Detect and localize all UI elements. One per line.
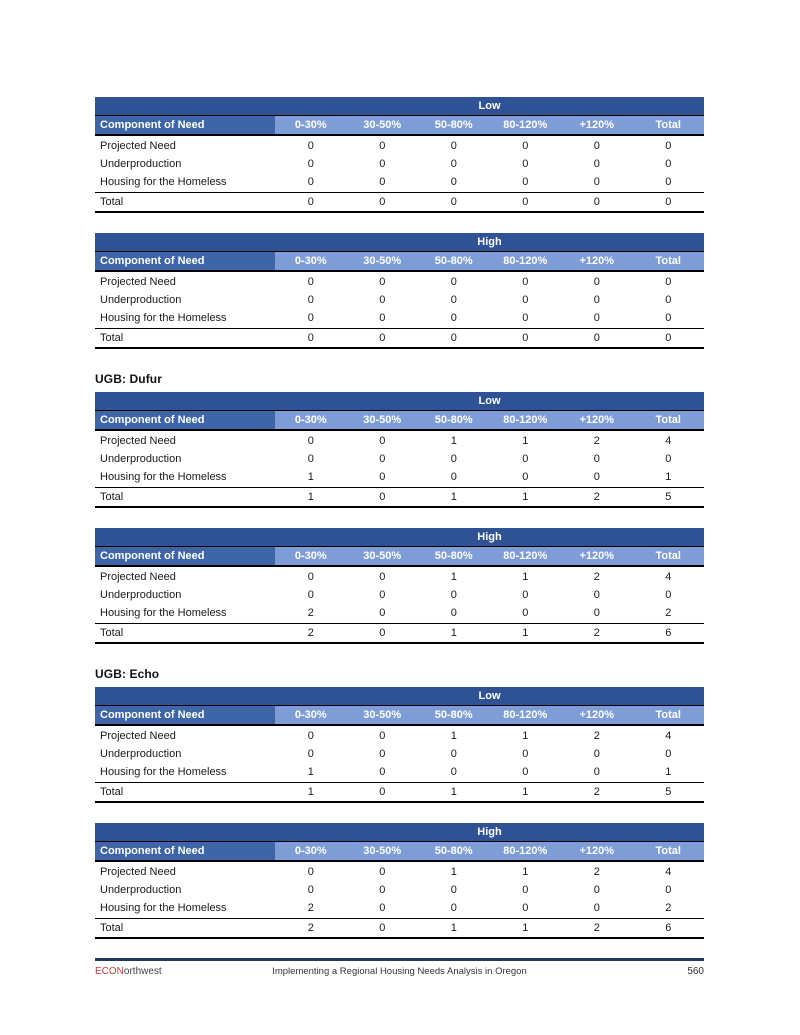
value-cell: 4: [665, 571, 672, 583]
table-row: [95, 432, 704, 450]
value-cell: 2: [593, 730, 600, 742]
value-cell: 0: [665, 294, 672, 306]
table-row: [95, 273, 704, 291]
row-label: Total: [100, 627, 124, 639]
row-label: Projected Need: [100, 435, 176, 447]
value-cell: 0: [593, 453, 600, 465]
column-header: 0-30%: [275, 116, 347, 134]
ugb-section: [95, 97, 704, 349]
column-header: Total: [633, 116, 705, 134]
column-header: 50-80%: [418, 706, 490, 724]
column-header: 30-50%: [347, 411, 419, 429]
value-cell: 0: [379, 884, 386, 896]
value-cell: 0: [307, 435, 314, 447]
column-header: 50-80%: [418, 411, 490, 429]
footer-document-title: Implementing a Regional Housing Needs Analysis in Oregon: [272, 966, 527, 977]
scenario-label: High: [477, 531, 502, 543]
scenario-label: Low: [478, 100, 501, 112]
value-cell: 0: [593, 312, 600, 324]
row-label: Total: [100, 491, 124, 503]
value-cell: 0: [379, 491, 386, 503]
value-cell: 1: [522, 786, 529, 798]
value-cell: 0: [593, 471, 600, 483]
row-label: Housing for the Homeless: [100, 176, 227, 188]
value-cell: 0: [307, 140, 314, 152]
value-cell: 0: [522, 332, 529, 344]
value-cell: 0: [379, 471, 386, 483]
table-body: [95, 726, 704, 803]
value-cell: 1: [522, 922, 529, 934]
table-header-row: [95, 411, 704, 431]
band-spacer: [95, 233, 275, 251]
value-cell: 6: [665, 922, 672, 934]
value-cell: 0: [522, 453, 529, 465]
value-cell: 2: [593, 866, 600, 878]
table-row: [95, 863, 704, 881]
value-cell: 4: [665, 435, 672, 447]
value-cell: 0: [307, 453, 314, 465]
value-cell: 0: [593, 196, 600, 208]
value-cell: 0: [379, 766, 386, 778]
value-cell: 1: [307, 766, 314, 778]
column-header: 50-80%: [418, 116, 490, 134]
value-cell: 1: [450, 922, 457, 934]
value-cell: 0: [522, 312, 529, 324]
band-spacer: [95, 823, 275, 841]
column-header: 80-120%: [490, 706, 562, 724]
scenario-band: [95, 528, 704, 547]
value-cell: 5: [665, 786, 672, 798]
band-spacer: [95, 687, 275, 705]
section-heading: UGB: Echo: [95, 667, 160, 681]
row-label: Total: [100, 786, 124, 798]
table-header-row: [95, 706, 704, 726]
ugb-section: [95, 372, 704, 644]
scenario-band: [95, 687, 704, 706]
column-header: 30-50%: [347, 252, 419, 270]
value-cell: 0: [450, 748, 457, 760]
brand-northwest: orthwest: [123, 966, 162, 977]
column-header: 50-80%: [418, 547, 490, 565]
column-header: 30-50%: [347, 706, 419, 724]
column-header: 0-30%: [275, 411, 347, 429]
scenario-band: [95, 233, 704, 252]
value-cell: 2: [593, 627, 600, 639]
page-footer: [95, 958, 704, 977]
value-cell: 0: [593, 902, 600, 914]
column-header: 0-30%: [275, 252, 347, 270]
value-cell: 0: [665, 140, 672, 152]
brand-logo: [95, 966, 245, 977]
value-cell: 0: [379, 922, 386, 934]
row-label: Housing for the Homeless: [100, 312, 227, 324]
value-cell: 0: [379, 453, 386, 465]
table-row: [95, 745, 704, 763]
section-heading: UGB: Dufur: [95, 372, 162, 386]
column-header: +120%: [561, 706, 633, 724]
column-header: 80-120%: [490, 411, 562, 429]
value-cell: 0: [379, 276, 386, 288]
value-cell: 0: [379, 607, 386, 619]
table-body: [95, 136, 704, 213]
table-body: [95, 431, 704, 508]
value-cell: 1: [450, 786, 457, 798]
column-header: Total: [633, 547, 705, 565]
value-cell: 0: [307, 276, 314, 288]
value-cell: 0: [379, 730, 386, 742]
page-number: 560: [687, 966, 704, 977]
column-header: 30-50%: [347, 116, 419, 134]
value-cell: 0: [307, 730, 314, 742]
value-cell: 1: [450, 627, 457, 639]
value-cell: 0: [379, 627, 386, 639]
scenario-label: Low: [478, 690, 501, 702]
column-header: 80-120%: [490, 547, 562, 565]
value-cell: 0: [379, 140, 386, 152]
column-header: 0-30%: [275, 706, 347, 724]
value-cell: 4: [665, 730, 672, 742]
needs-table: [95, 97, 704, 213]
row-label: Projected Need: [100, 730, 176, 742]
value-cell: 0: [522, 766, 529, 778]
value-cell: 2: [593, 922, 600, 934]
value-cell: 0: [450, 589, 457, 601]
value-cell: 0: [379, 332, 386, 344]
value-cell: 0: [307, 748, 314, 760]
value-cell: 0: [450, 471, 457, 483]
value-cell: 2: [307, 607, 314, 619]
table-row: [95, 450, 704, 468]
row-label: Underproduction: [100, 294, 182, 306]
component-of-need-header: Component of Need: [95, 116, 275, 134]
value-cell: 0: [665, 332, 672, 344]
row-label: Projected Need: [100, 571, 176, 583]
value-cell: 1: [307, 786, 314, 798]
value-cell: 1: [450, 571, 457, 583]
row-label: Projected Need: [100, 866, 176, 878]
value-cell: 2: [665, 607, 672, 619]
column-header: 80-120%: [490, 116, 562, 134]
table-body: [95, 272, 704, 349]
value-cell: 5: [665, 491, 672, 503]
section-tables: [95, 392, 704, 644]
table-row: [95, 727, 704, 745]
value-cell: 1: [522, 730, 529, 742]
value-cell: 0: [379, 902, 386, 914]
value-cell: 0: [379, 748, 386, 760]
value-cell: 0: [450, 140, 457, 152]
row-label: Underproduction: [100, 748, 182, 760]
value-cell: 0: [593, 276, 600, 288]
row-label: Projected Need: [100, 276, 176, 288]
value-cell: 0: [307, 196, 314, 208]
value-cell: 0: [307, 176, 314, 188]
section-tables: [95, 687, 704, 939]
table-row: [95, 586, 704, 604]
table-header-row: [95, 842, 704, 862]
value-cell: 0: [379, 435, 386, 447]
table-row: [95, 291, 704, 309]
value-cell: 0: [450, 196, 457, 208]
value-cell: 0: [379, 786, 386, 798]
value-cell: 0: [593, 332, 600, 344]
column-header: 50-80%: [418, 842, 490, 860]
scenario-band: [95, 97, 704, 116]
table-row: [95, 604, 704, 622]
value-cell: 1: [665, 471, 672, 483]
scenario-band: [95, 392, 704, 411]
row-label: Underproduction: [100, 158, 182, 170]
value-cell: 1: [307, 491, 314, 503]
needs-table: [95, 392, 704, 508]
row-label: Total: [100, 922, 124, 934]
value-cell: 0: [379, 196, 386, 208]
value-cell: 0: [522, 471, 529, 483]
value-cell: 0: [665, 276, 672, 288]
value-cell: 0: [450, 312, 457, 324]
value-cell: 0: [593, 607, 600, 619]
table-row: [95, 155, 704, 173]
value-cell: 0: [522, 158, 529, 170]
value-cell: 0: [450, 176, 457, 188]
table-header-row: [95, 547, 704, 567]
value-cell: 0: [379, 294, 386, 306]
value-cell: 1: [307, 471, 314, 483]
value-cell: 0: [307, 158, 314, 170]
value-cell: 0: [379, 176, 386, 188]
value-cell: 4: [665, 866, 672, 878]
value-cell: 1: [450, 730, 457, 742]
value-cell: 0: [522, 176, 529, 188]
value-cell: 0: [307, 866, 314, 878]
table-row: [95, 899, 704, 917]
value-cell: 0: [593, 140, 600, 152]
value-cell: 0: [522, 884, 529, 896]
row-label: Housing for the Homeless: [100, 766, 227, 778]
value-cell: 0: [665, 453, 672, 465]
needs-table: [95, 687, 704, 803]
value-cell: 0: [665, 312, 672, 324]
value-cell: 0: [450, 332, 457, 344]
value-cell: 1: [522, 866, 529, 878]
column-header: +120%: [561, 842, 633, 860]
table-header-row: [95, 252, 704, 272]
report-content: [95, 97, 704, 959]
value-cell: 1: [665, 766, 672, 778]
total-row: [95, 782, 704, 803]
column-header: +120%: [561, 116, 633, 134]
component-of-need-header: Component of Need: [95, 411, 275, 429]
component-of-need-header: Component of Need: [95, 252, 275, 270]
value-cell: 0: [307, 589, 314, 601]
value-cell: 0: [522, 902, 529, 914]
value-cell: 0: [522, 294, 529, 306]
row-label: Underproduction: [100, 884, 182, 896]
total-row: [95, 918, 704, 939]
row-label: Underproduction: [100, 453, 182, 465]
component-of-need-header: Component of Need: [95, 706, 275, 724]
value-cell: 0: [522, 748, 529, 760]
value-cell: 0: [379, 312, 386, 324]
value-cell: 0: [379, 571, 386, 583]
value-cell: 1: [450, 866, 457, 878]
column-header: Total: [633, 411, 705, 429]
value-cell: 0: [593, 176, 600, 188]
value-cell: 2: [593, 786, 600, 798]
column-header: 30-50%: [347, 547, 419, 565]
total-row: [95, 487, 704, 508]
value-cell: 2: [593, 571, 600, 583]
value-cell: 0: [450, 766, 457, 778]
scenario-band: [95, 823, 704, 842]
value-cell: 1: [522, 627, 529, 639]
scenario-label: High: [477, 236, 502, 248]
value-cell: 2: [593, 435, 600, 447]
row-label: Underproduction: [100, 589, 182, 601]
column-header: Total: [633, 706, 705, 724]
value-cell: 1: [522, 491, 529, 503]
value-cell: 1: [522, 571, 529, 583]
value-cell: 0: [665, 589, 672, 601]
section-tables: [95, 97, 704, 349]
value-cell: 0: [307, 294, 314, 306]
value-cell: 1: [450, 435, 457, 447]
value-cell: 0: [379, 589, 386, 601]
value-cell: 0: [450, 294, 457, 306]
row-label: Projected Need: [100, 140, 176, 152]
column-header: +120%: [561, 547, 633, 565]
column-header: Total: [633, 842, 705, 860]
component-of-need-header: Component of Need: [95, 842, 275, 860]
table-row: [95, 173, 704, 191]
value-cell: 0: [450, 607, 457, 619]
column-header: Total: [633, 252, 705, 270]
value-cell: 0: [379, 866, 386, 878]
total-row: [95, 328, 704, 349]
value-cell: 0: [450, 453, 457, 465]
value-cell: 1: [522, 435, 529, 447]
value-cell: 0: [665, 748, 672, 760]
table-row: [95, 568, 704, 586]
value-cell: 2: [307, 627, 314, 639]
scenario-label: Low: [478, 395, 501, 407]
table-row: [95, 309, 704, 327]
value-cell: 0: [593, 884, 600, 896]
scenario-label: High: [477, 826, 502, 838]
value-cell: 6: [665, 627, 672, 639]
value-cell: 0: [665, 176, 672, 188]
value-cell: 0: [593, 589, 600, 601]
row-label: Housing for the Homeless: [100, 607, 227, 619]
value-cell: 0: [450, 884, 457, 896]
table-body: [95, 862, 704, 939]
component-of-need-header: Component of Need: [95, 547, 275, 565]
row-label: Housing for the Homeless: [100, 471, 227, 483]
value-cell: 2: [307, 902, 314, 914]
value-cell: 0: [379, 158, 386, 170]
band-spacer: [95, 392, 275, 410]
table-row: [95, 881, 704, 899]
needs-table: [95, 233, 704, 349]
table-header-row: [95, 116, 704, 136]
needs-table: [95, 528, 704, 644]
column-header: +120%: [561, 411, 633, 429]
row-label: Housing for the Homeless: [100, 902, 227, 914]
value-cell: 0: [307, 312, 314, 324]
value-cell: 0: [593, 158, 600, 170]
brand-econ: ECON: [95, 966, 124, 977]
value-cell: 2: [593, 491, 600, 503]
ugb-section: [95, 667, 704, 939]
needs-table: [95, 823, 704, 939]
value-cell: 0: [307, 332, 314, 344]
value-cell: 2: [665, 902, 672, 914]
total-row: [95, 192, 704, 213]
value-cell: 2: [307, 922, 314, 934]
table-body: [95, 567, 704, 644]
band-spacer: [95, 97, 275, 115]
column-header: 80-120%: [490, 842, 562, 860]
value-cell: 0: [307, 884, 314, 896]
value-cell: 0: [522, 196, 529, 208]
value-cell: 0: [665, 196, 672, 208]
table-row: [95, 468, 704, 486]
band-spacer: [95, 528, 275, 546]
value-cell: 0: [593, 748, 600, 760]
column-header: 30-50%: [347, 842, 419, 860]
value-cell: 0: [593, 294, 600, 306]
column-header: 50-80%: [418, 252, 490, 270]
table-row: [95, 137, 704, 155]
value-cell: 0: [307, 571, 314, 583]
value-cell: 0: [450, 158, 457, 170]
row-label: Total: [100, 196, 124, 208]
total-row: [95, 623, 704, 644]
value-cell: 0: [593, 766, 600, 778]
column-header: 0-30%: [275, 547, 347, 565]
value-cell: 0: [450, 276, 457, 288]
value-cell: 0: [522, 276, 529, 288]
column-header: 0-30%: [275, 842, 347, 860]
value-cell: 1: [450, 491, 457, 503]
value-cell: 0: [665, 884, 672, 896]
value-cell: 0: [522, 140, 529, 152]
table-row: [95, 763, 704, 781]
value-cell: 0: [665, 158, 672, 170]
column-header: 80-120%: [490, 252, 562, 270]
column-header: +120%: [561, 252, 633, 270]
value-cell: 0: [450, 902, 457, 914]
value-cell: 0: [522, 607, 529, 619]
row-label: Total: [100, 332, 124, 344]
value-cell: 0: [522, 589, 529, 601]
